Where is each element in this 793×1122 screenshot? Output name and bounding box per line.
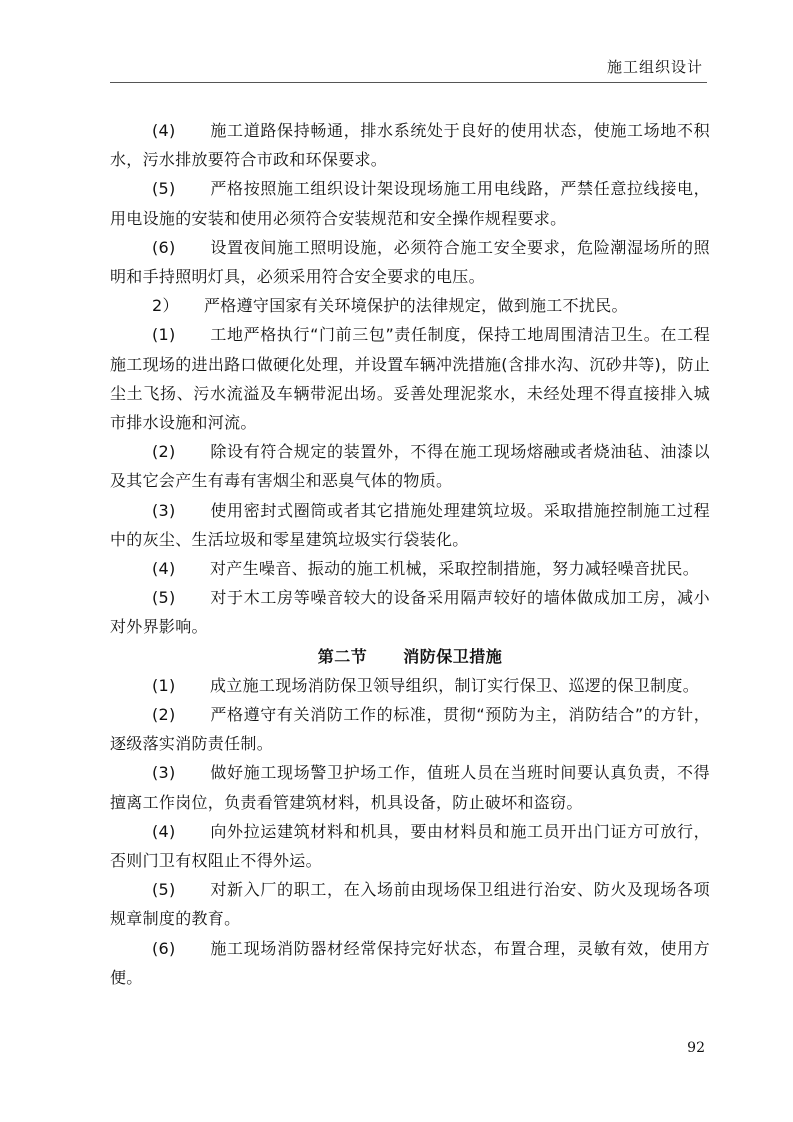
page-number: 92 (687, 1040, 705, 1056)
paragraph-text: 做好施工现场警卫护场工作，值班人员在当班时间要认真负责，不得擅离工作岗位，负责看管建筑材料，机具设备，防止破坏和盗窃。 (110, 763, 710, 812)
paragraph-text: 成立施工现场消防保卫领导组织，制订实行保卫、巡逻的保卫制度。 (210, 675, 700, 695)
paragraph-index: (3) (152, 763, 176, 783)
paragraph (110, 817, 710, 875)
paragraph-index: (1) (152, 675, 176, 695)
paragraph-text: 对于木工房等噪音较大的设备采用隔声较好的墙体做成加工房，减小对外界影响。 (110, 588, 710, 637)
paragraph (110, 174, 710, 232)
paragraph-text: 严格按照施工组织设计架设现场施工用电线路，严禁任意拉线接电，用电设施的安装和使用必须符合安装规范和安全操作规程要求。 (110, 179, 710, 228)
section-heading (110, 642, 710, 671)
paragraph-text: 对新入厂的职工，在入场前由现场保卫组进行治安、防火及现场各项规章制度的教育。 (110, 880, 710, 929)
paragraph-index: (5) (152, 179, 176, 199)
paragraph-index: (1) (152, 325, 176, 345)
paragraph (110, 758, 710, 816)
paragraph-text: 使用密封式圈筒或者其它措施处理建筑垃圾。采取措施控制施工过程中的灰尘、生活垃圾和零星建筑垃圾实行袋装化。 (110, 500, 710, 549)
paragraph-text: 严格遵守有关消防工作的标准，贯彻“预防为主，消防结合”的方针，逐级落实消防责任制。 (110, 705, 710, 754)
paragraph-index: (4) (152, 121, 176, 140)
paragraph-text: 对产生噪音、振动的施工机械，采取控制措施，努力减轻噪音扰民。 (210, 559, 700, 579)
paragraph (110, 291, 710, 320)
section-title: 消防保卫措施 (403, 646, 503, 666)
paragraph-text: 工地严格执行“门前三包”责任制度，保持工地周围清洁卫生。在工程施工现场的进出路口做硬化处理，并设置车辆冲洗措施(含排水沟、沉砂井等)，防止尘土飞扬、污水流溢及车辆带泥出场。妥善处理泥浆水，未经处理不得直接排入城市排水设施和河流。 (110, 325, 710, 433)
paragraph-text: 向外拉运建筑材料和机具，要由材料员和施工员开出门证方可放行，否则门卫有权阻止不得外运。 (110, 821, 710, 871)
paragraph (110, 934, 710, 992)
paragraph-index: (4) (152, 821, 176, 841)
section-paragraph-list (110, 671, 710, 992)
section-number: 第二节 (317, 646, 368, 666)
page-header-title: 施工组织设计 (606, 58, 703, 76)
paragraph-index: (2) (152, 705, 176, 725)
paragraph-index: 2） (152, 296, 179, 316)
paragraph-index: (5) (152, 588, 176, 608)
paragraph-index: (2) (152, 442, 176, 462)
paragraph (110, 700, 710, 758)
paragraph (110, 320, 710, 437)
paragraph-text: 施工现场消防器材经常保持完好状态，布置合理，灵敏有效，使用方便。 (110, 938, 710, 987)
paragraph-text: 施工道路保持畅通，排水系统处于良好的使用状态，使施工场地不积水，污水排放要符合市政和环保要求。 (110, 121, 710, 170)
paragraph (110, 554, 710, 583)
paragraph (110, 116, 710, 174)
paragraph (110, 671, 710, 700)
paragraph-text: 除设有符合规定的装置外，不得在施工现场熔融或者烧油毡、油漆以及其它会产生有毒有害烟尘和恶臭气体的物质。 (110, 442, 710, 491)
paragraph-list (110, 116, 710, 642)
header-divider (110, 82, 707, 83)
paragraph (110, 583, 710, 641)
paragraph-index: (6) (152, 237, 176, 257)
paragraph-text: 设置夜间施工照明设施，必须符合施工安全要求，危险潮湿场所的照明和手持照明灯具，必须采用符合安全要求的电压。 (110, 237, 710, 287)
paragraph (110, 233, 710, 291)
paragraph (110, 875, 710, 933)
paragraph-text: 严格遵守国家有关环境保护的法律规定，做到施工不扰民。 (204, 296, 628, 316)
document-body (110, 116, 710, 992)
paragraph-index: (5) (152, 880, 176, 900)
paragraph (110, 496, 710, 554)
paragraph (110, 437, 710, 495)
paragraph-index: (6) (152, 938, 176, 958)
paragraph-index: (3) (152, 500, 176, 520)
paragraph-index: (4) (152, 559, 176, 579)
